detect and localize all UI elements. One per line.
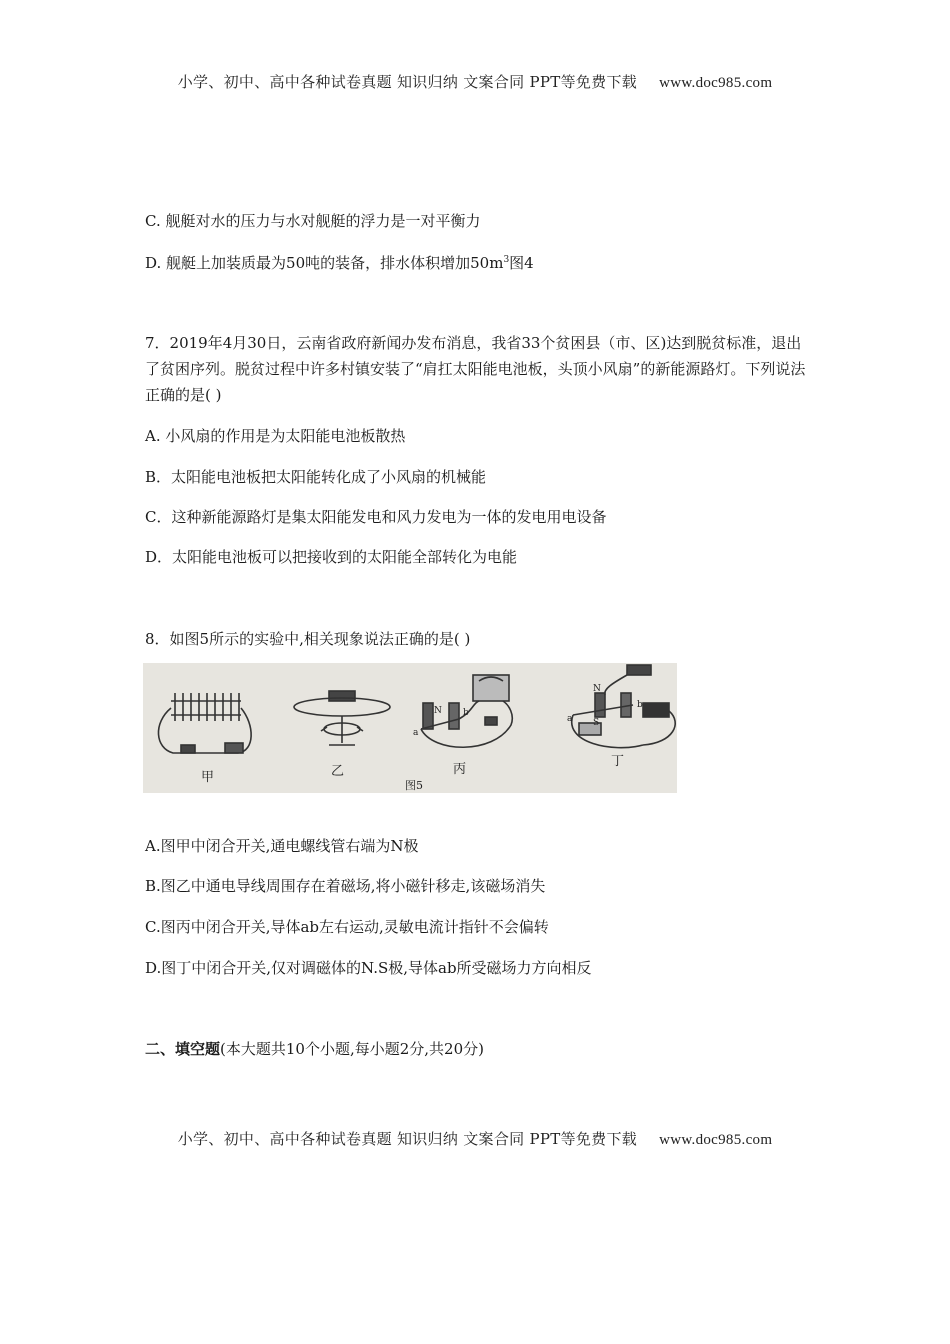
- q8-option-d: D.图丁中闭合开关,仅对调磁体的N.S极,导体ab所受磁场力方向相反: [145, 959, 592, 977]
- q8-option-b: B.图乙中通电导线周围存在着磁场,将小磁针移走,该磁场消失: [145, 877, 546, 895]
- figure-label-ding: 丁: [611, 754, 625, 769]
- figure-letter-b-ding: b: [637, 700, 643, 710]
- page-header: [0, 71, 950, 92]
- section2-heading: [145, 1038, 484, 1059]
- q6-figure-ref: 图4: [509, 254, 534, 272]
- q8-option-c: C.图丙中闭合开关,导体ab左右运动,灵敏电流计指针不会偏转: [145, 918, 549, 936]
- figure-ding-motor: [572, 665, 676, 748]
- footer-url[interactable]: www.doc985.com: [659, 1132, 773, 1148]
- q7-option-a: A. 小风扇的作用是为太阳能电池板散热: [145, 427, 406, 445]
- figure-jia-solenoid: [158, 693, 251, 753]
- q7-option-c: C．这种新能源路灯是集太阳能发电和风力发电为一体的发电用电设备: [145, 508, 607, 526]
- page-footer: [0, 1128, 950, 1149]
- figure-letter-a-ding: a: [567, 714, 573, 724]
- figure-5-drawing: [143, 663, 677, 793]
- q6-option-d-sup: 3: [503, 255, 510, 265]
- footer-text: 小学、初中、高中各种试卷真题 知识归纳 文案合同 PPT等免费下载: [177, 1130, 638, 1148]
- figure-letter-b-bing: b: [463, 708, 469, 718]
- q6-option-d: [145, 252, 534, 273]
- q6-option-c: C. 舰艇对水的压力与水对舰艇的浮力是一对平衡力: [145, 212, 481, 230]
- header-url[interactable]: www.doc985.com: [659, 75, 773, 91]
- figure-letter-n-ding: N: [593, 684, 601, 694]
- q6-option-d-text: D. 舰艇上加装质最为50吨的装备，排水体积增加50m: [145, 254, 504, 272]
- figure-yi-compass: [294, 691, 390, 745]
- q7-option-b: B．太阳能电池板把太阳能转化成了小风扇的机械能: [145, 468, 487, 486]
- q8-stem: 8．如图5所示的实验中,相关现象说法正确的是( ): [145, 630, 471, 648]
- figure-letter-a-bing: a: [413, 728, 419, 738]
- figure-label-bing: 丙: [453, 762, 467, 777]
- section2-note: (本大题共10个小题,每小题2分,共20分): [220, 1040, 484, 1058]
- figure-label-jia: 甲: [201, 770, 215, 785]
- section2-title: 二、填空题: [145, 1040, 221, 1058]
- q7-option-d: D．太阳能电池板可以把接收到的太阳能全部转化为电能: [145, 548, 518, 566]
- figure-caption: 图5: [405, 779, 423, 792]
- q8-option-a: A.图甲中闭合开关,通电螺线管右端为N极: [145, 837, 419, 855]
- figure-label-yi: 乙: [331, 764, 345, 779]
- figure-5: [143, 663, 677, 793]
- header-text: 小学、初中、高中各种试卷真题 知识归纳 文案合同 PPT等免费下载: [177, 73, 638, 91]
- figure-letter-n-bing: N: [434, 706, 442, 716]
- figure-letter-s-ding: S: [593, 718, 600, 728]
- q7-stem: 7．2019年4月30日，云南省政府新闻办发布消息，我省33个贫困县（市、区)达到脱贫标准，退出了贫困序列。脱贫过程中许多村镇安装了“肩扛太阳能电池板，头顶小风扇”的新能源路灯。下列说法正确的是( ): [145, 334, 806, 404]
